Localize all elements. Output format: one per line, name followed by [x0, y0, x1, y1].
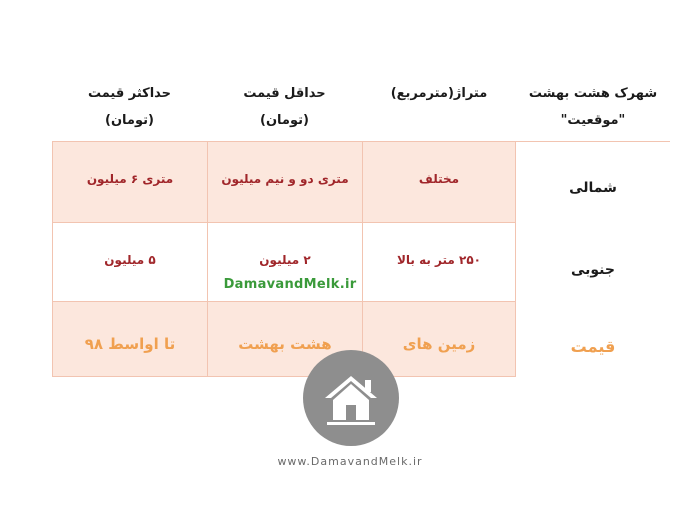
cell-south-min-price: ۲ میلیون — [259, 253, 311, 267]
header-area-title: متراژ(مترمربع) — [390, 86, 488, 101]
header-location-subtitle: "موقعیت" — [560, 113, 626, 128]
cell-north-min-price: متری دو و نیم میلیون — [221, 172, 349, 186]
price-table — [52, 141, 516, 377]
cell-south-area: ۲۵۰ متر به بالا — [396, 253, 482, 267]
header-max-price-title: حداکثر قیمت — [87, 86, 172, 101]
header-max-price-unit: (تومان) — [105, 113, 154, 128]
cell-north-area: مختلف — [418, 172, 460, 186]
site-url[interactable]: www.DamavandMelk.ir — [277, 455, 423, 468]
cell-price-min-price: هشت بهشت — [238, 335, 332, 353]
watermark-text: DamavandMelk.ir — [223, 277, 357, 292]
house-icon — [303, 350, 399, 446]
header-min-price — [207, 86, 362, 128]
row-label-north: شمالی — [569, 180, 617, 196]
row-label-south: جنوبی — [570, 262, 615, 278]
cell-price-max-price: تا اواسط ۹۸ — [84, 335, 176, 353]
header-min-price-unit: (تومان) — [260, 113, 309, 128]
header-location — [516, 86, 670, 128]
cell-north-max-price: متری ۶ میلیون — [86, 172, 174, 186]
header-location-title: شهرک هشت بهشت — [528, 86, 658, 101]
header-area — [362, 86, 516, 101]
logo — [303, 350, 399, 446]
cell-price-area: زمین های — [402, 335, 476, 353]
row-label-price: قیمت — [570, 337, 616, 356]
header-min-price-title: حداقل قیمت — [243, 86, 326, 101]
cell-south-max-price: ۵ میلیون — [104, 253, 156, 267]
header-max-price — [52, 86, 207, 128]
